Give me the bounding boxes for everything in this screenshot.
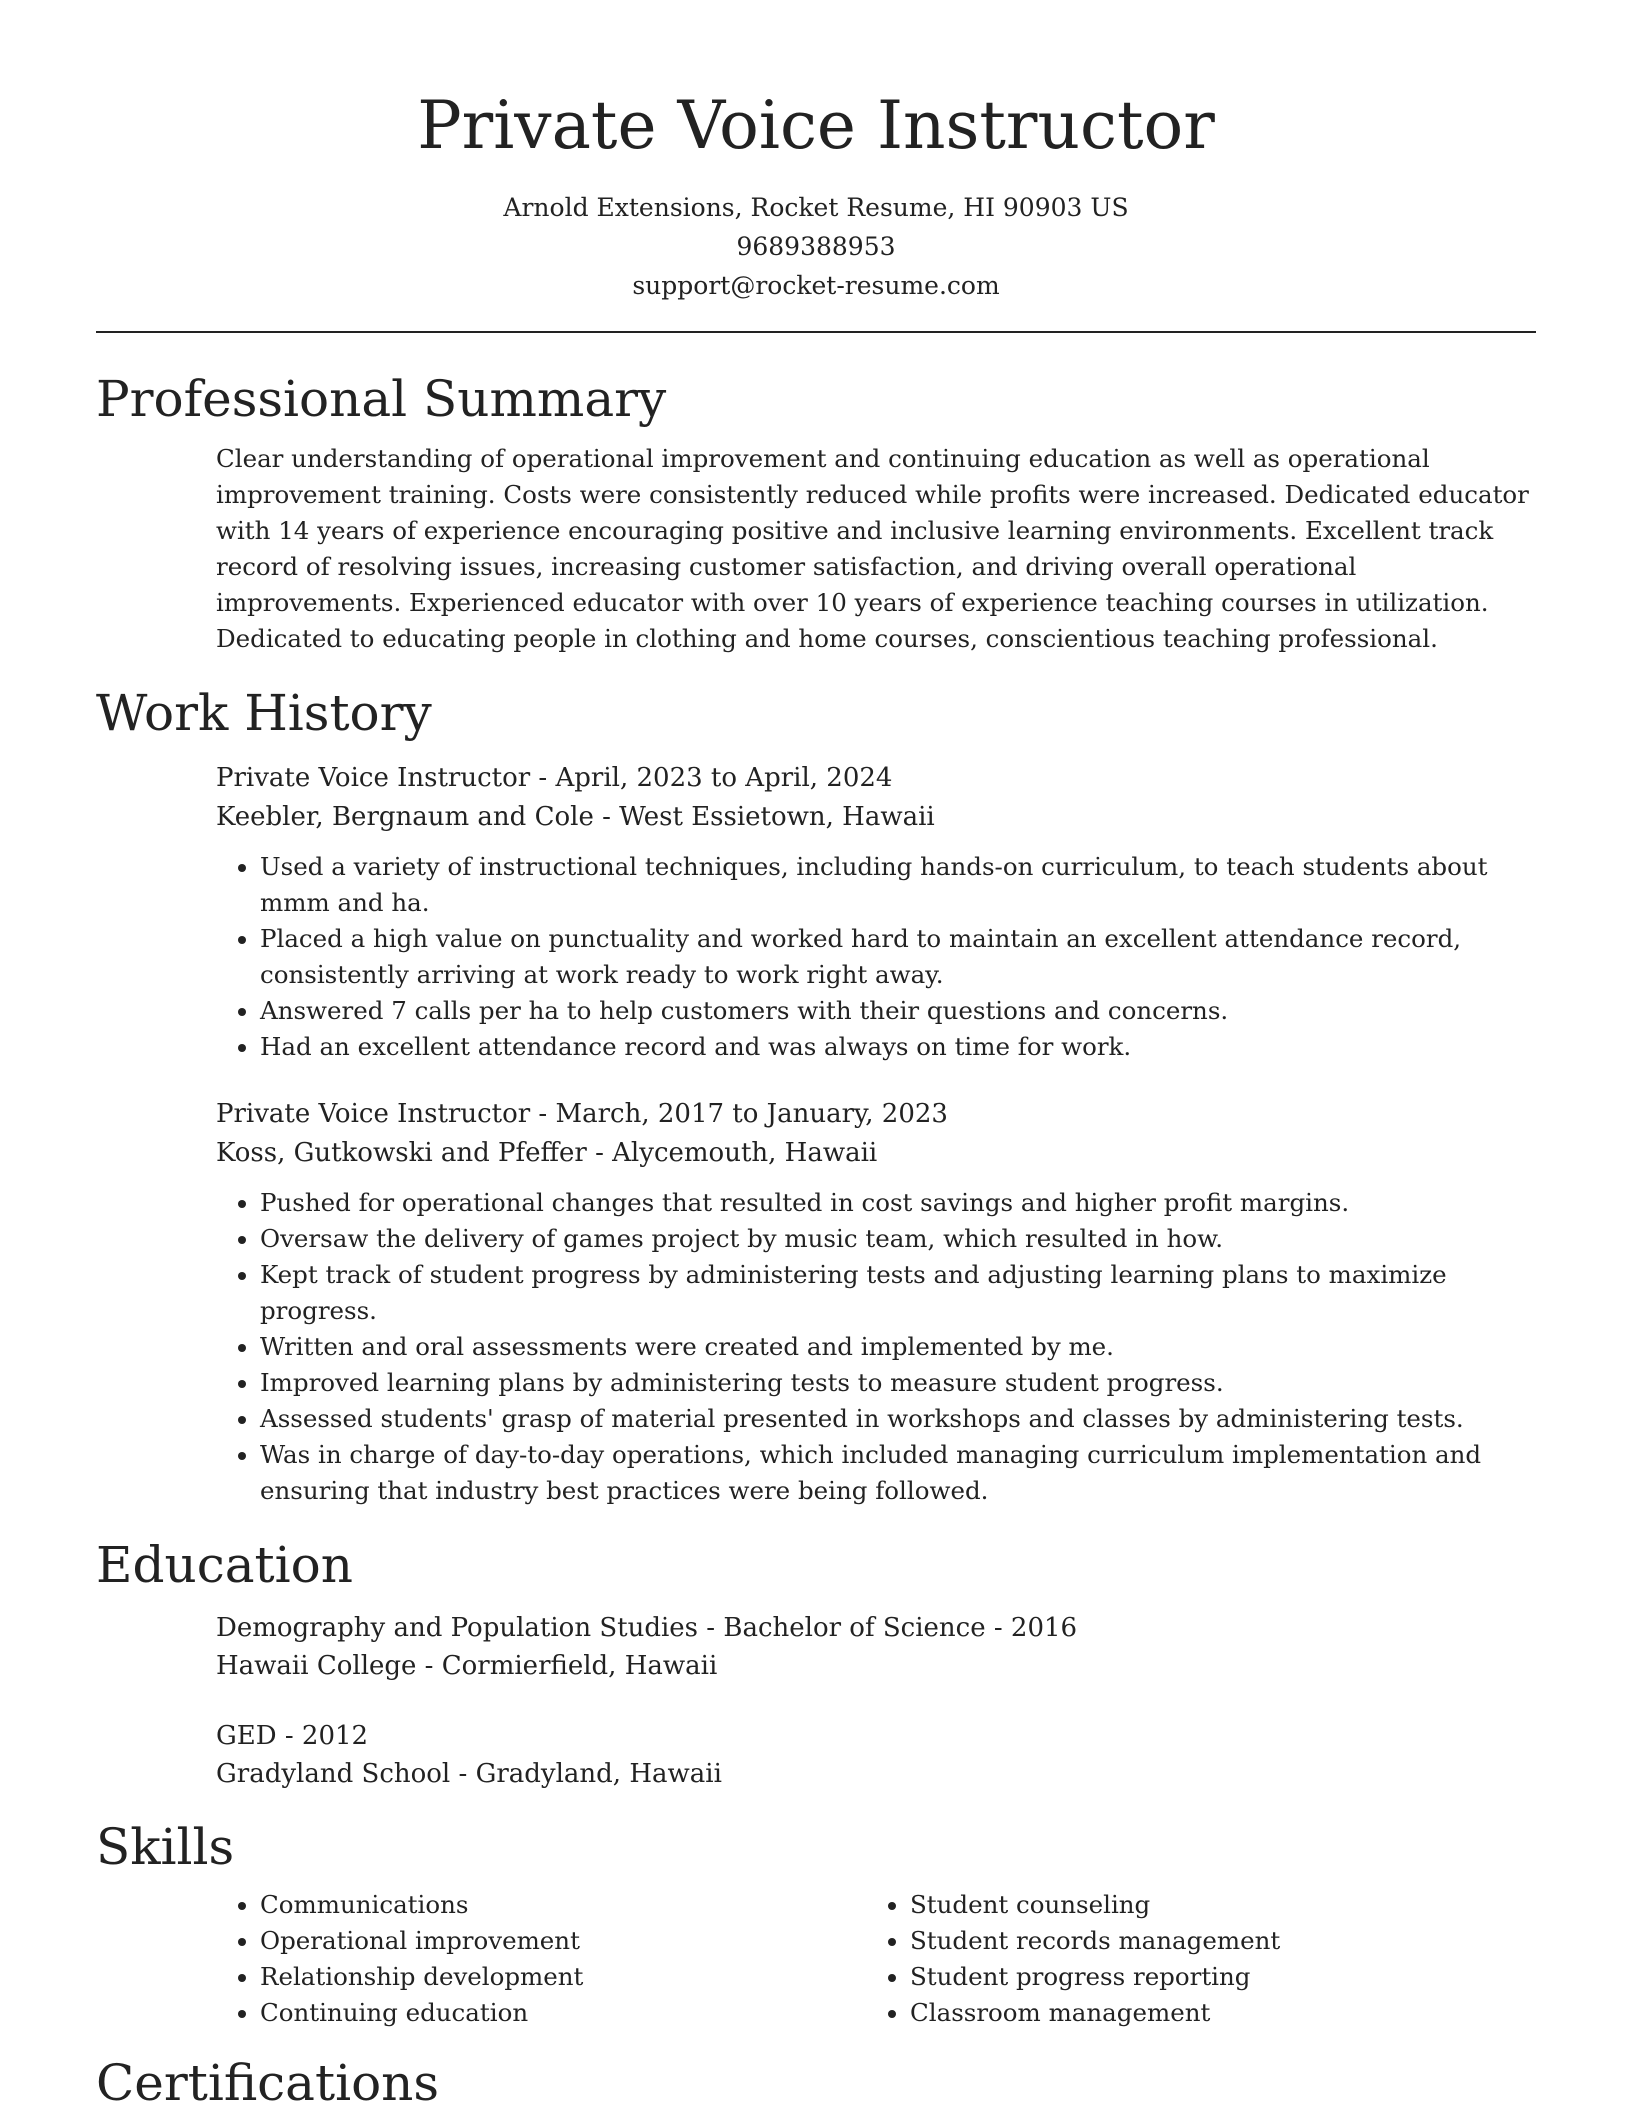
skills-column-right — [866, 1887, 1516, 2031]
contact-email: support@rocket-resume.com — [632, 271, 1000, 300]
education-entry — [0, 1609, 1632, 1685]
list-item: • Had an excellent attendance record and was always on time for work. — [260, 1029, 1536, 1065]
resume-name: Private Voice Instructor — [417, 87, 1215, 164]
list-item: • Written and oral assessments were created and implemented by me. — [260, 1329, 1536, 1365]
job-company: Koss, Gutkowski and Pfeffer — [216, 1138, 587, 1168]
list-item: • Student counseling — [910, 1887, 1516, 1923]
job-position: Private Voice Instructor — [216, 1099, 531, 1129]
list-item: • Operational improvement — [260, 1923, 866, 1959]
job-company-line — [216, 1134, 1536, 1173]
job-entry — [0, 759, 1632, 1065]
education-school: Gradyland School — [216, 1759, 451, 1789]
education-school-line — [216, 1647, 1536, 1685]
list-item: • Student records management — [910, 1923, 1516, 1959]
job-location: - Alycemouth, Hawaii — [586, 1138, 878, 1168]
job-company: Keebler, Bergnaum and Cole — [216, 802, 594, 832]
job-bullets — [216, 1185, 1536, 1509]
education-entry — [0, 1717, 1632, 1793]
job-title-line — [216, 759, 1536, 798]
education-location: - Gradyland, Hawaii — [450, 1759, 722, 1789]
education-location: - Cormierfield, Hawaii — [416, 1651, 718, 1681]
list-item: • Relationship development — [260, 1959, 866, 1995]
job-dates: - March, 2017 to January, 2023 — [530, 1099, 948, 1129]
summary-text: Clear understanding of operational improvement and continuing education as well as operational improvement training. Costs were consistently reduced while profits were increased. Dedicated educator with 14 years of experience encouraging positive and inclusive learning environments. Excellent track record of resolving issues, increasing customer satisfaction, and driving overall operational improvements. Experienced educator with over 10 years of experience teaching courses in utilization. Dedicated to educating people in clothing and home courses, conscientious teaching professional. — [216, 444, 1529, 653]
list-item: • Communications — [260, 1887, 866, 1923]
contact-phone: 9689388953 — [736, 232, 896, 261]
summary-section — [0, 367, 1632, 657]
work-section — [0, 681, 1632, 1509]
job-entry — [0, 1095, 1632, 1509]
education-section — [0, 1533, 1632, 1793]
skills-heading: Skills — [96, 1818, 235, 1876]
job-bullets — [216, 849, 1536, 1065]
list-item: • Student progress reporting — [910, 1959, 1516, 1995]
resume-header — [0, 0, 1632, 305]
job-location: - West Essietown, Hawaii — [593, 802, 935, 832]
list-item: • Oversaw the delivery of games project by music team, which resulted in how. — [260, 1221, 1536, 1257]
job-dates: - April, 2023 to April, 2024 — [530, 763, 893, 793]
contact-address: Arnold Extensions, Rocket Resume, HI 90903 US — [503, 193, 1129, 222]
job-title-line — [216, 1095, 1536, 1134]
education-school: Hawaii College — [216, 1651, 417, 1681]
list-item: • Continuing education — [260, 1995, 866, 2031]
skills-grid — [0, 1887, 1632, 2031]
list-item: • Placed a high value on punctuality and worked hard to maintain an excellent attendance record, consistently arriving at work ready to work right away. — [260, 921, 1536, 993]
work-heading: Work History — [96, 684, 432, 742]
certifications-heading: Certifications — [96, 2054, 440, 2112]
education-heading: Education — [96, 1536, 353, 1594]
list-item: • Used a variety of instructional techniques, including hands-on curriculum, to teach students about mmm and ha. — [260, 849, 1536, 921]
certifications-section — [0, 2051, 1632, 2115]
education-degree: Demography and Population Studies - Bachelor of Science - 2016 — [216, 1613, 1078, 1643]
contact-block — [0, 188, 1632, 305]
education-degree: GED - 2012 — [216, 1721, 369, 1751]
education-school-line — [216, 1755, 1536, 1793]
list-item: • Was in charge of day-to-day operations, which included managing curriculum implementation and ensuring that industry best practices were being followed. — [260, 1437, 1536, 1509]
skills-column-left — [216, 1887, 866, 2031]
skills-section — [0, 1815, 1632, 2031]
summary-heading: Professional Summary — [96, 370, 667, 428]
list-item: • Assessed students' grasp of material presented in workshops and classes by administering tests. — [260, 1401, 1536, 1437]
list-item: • Kept track of student progress by administering tests and adjusting learning plans to maximize progress. — [260, 1257, 1536, 1329]
list-item: • Improved learning plans by administering tests to measure student progress. — [260, 1365, 1536, 1401]
list-item: • Answered 7 calls per ha to help customers with their questions and concerns. — [260, 993, 1536, 1029]
header-divider — [96, 331, 1536, 333]
list-item: • Pushed for operational changes that resulted in cost savings and higher profit margins. — [260, 1185, 1536, 1221]
job-position: Private Voice Instructor — [216, 763, 531, 793]
list-item: • Classroom management — [910, 1995, 1516, 2031]
job-company-line — [216, 798, 1536, 837]
